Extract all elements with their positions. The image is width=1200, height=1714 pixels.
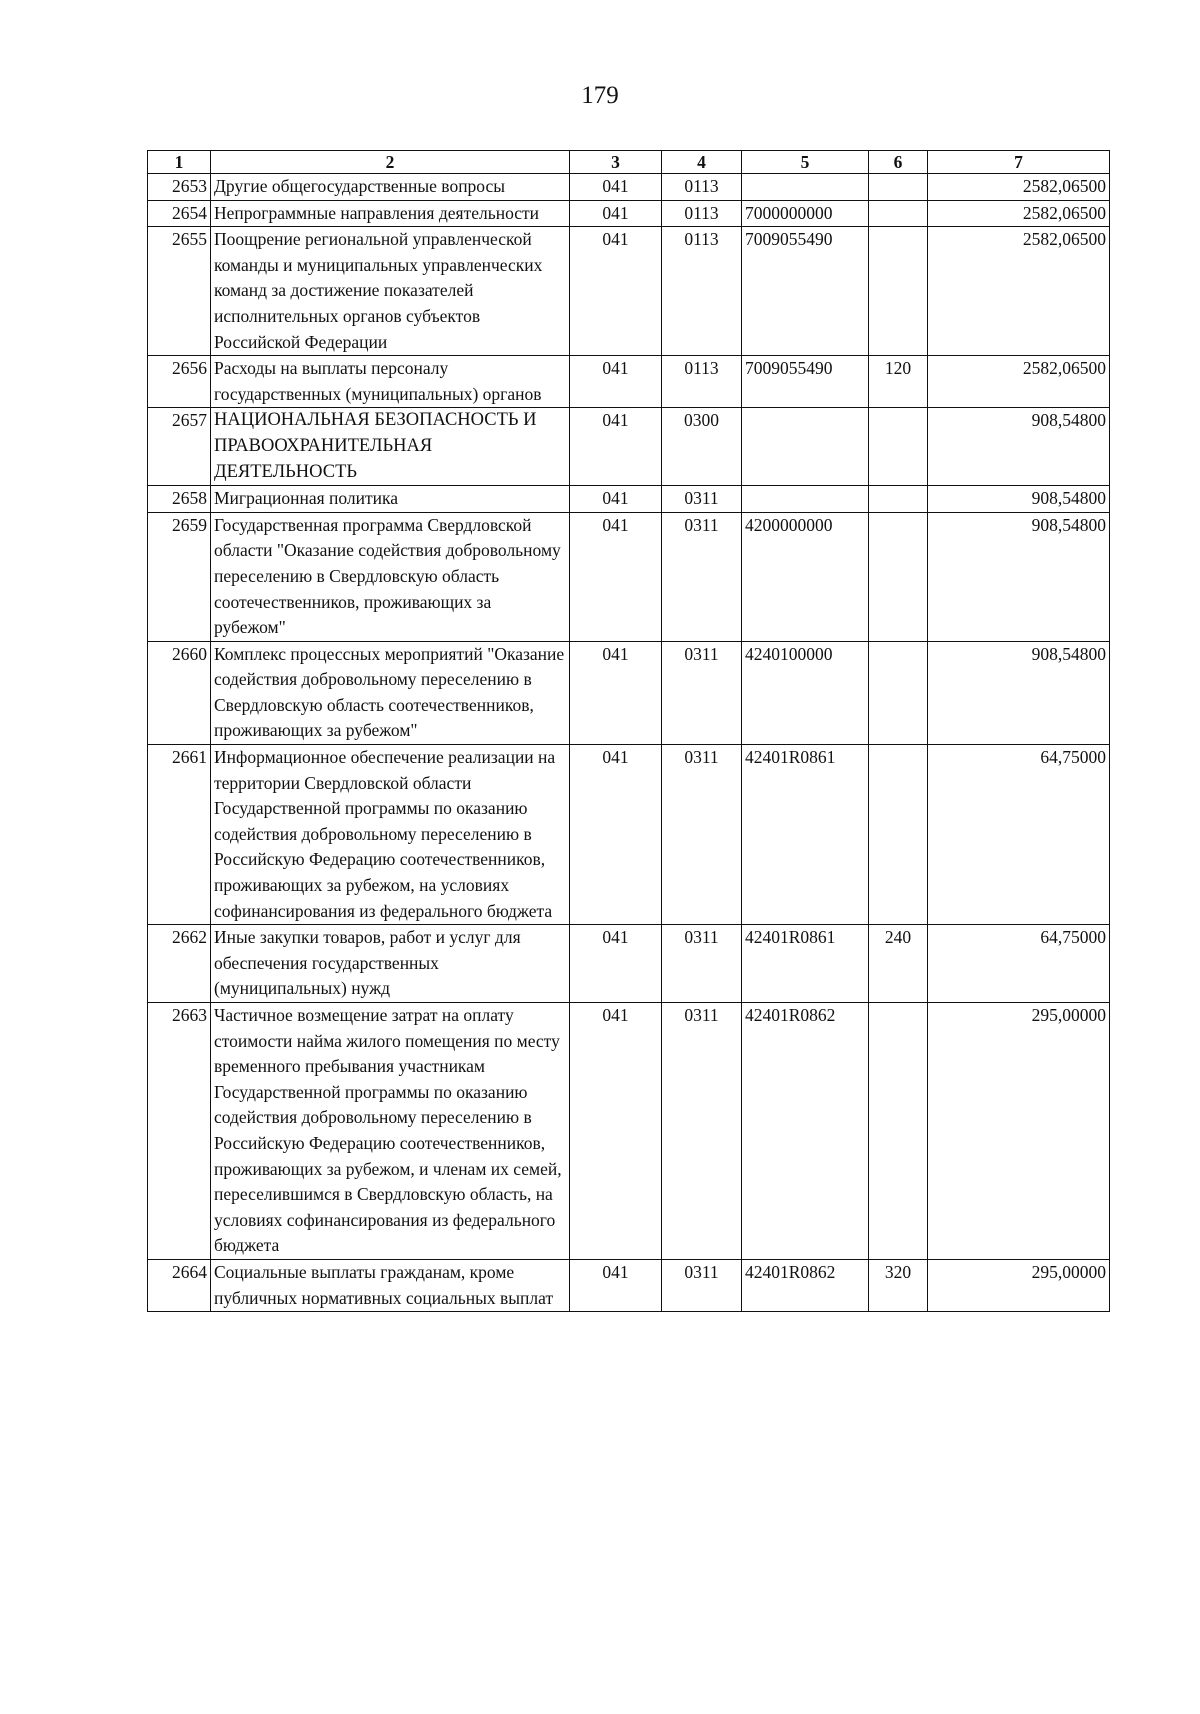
section-code: 0113 (662, 227, 742, 356)
column-header-5: 5 (742, 151, 869, 174)
ministry-code: 041 (570, 1259, 662, 1311)
section-code: 0311 (662, 641, 742, 744)
row-number: 2656 (148, 356, 211, 408)
section-code: 0113 (662, 356, 742, 408)
ministry-code: 041 (570, 745, 662, 925)
row-number: 2664 (148, 1259, 211, 1311)
expense-type-code (869, 745, 928, 925)
expense-type-code (869, 641, 928, 744)
expense-type-code (869, 512, 928, 641)
amount: 64,75000 (928, 925, 1110, 1003)
expense-type-code (869, 200, 928, 227)
row-name: Расходы на выплаты персоналу государственных (муниципальных) органов (211, 356, 570, 408)
expense-type-code: 240 (869, 925, 928, 1003)
row-name: Поощрение региональной управленческой команды и муниципальных управленческих команд за достижение показателей исполнительных органов субъектов Российской Федерации (211, 227, 570, 356)
column-header-3: 3 (570, 151, 662, 174)
row-number: 2662 (148, 925, 211, 1003)
column-header-4: 4 (662, 151, 742, 174)
expense-type-code (869, 174, 928, 201)
amount: 908,54800 (928, 408, 1110, 486)
ministry-code: 041 (570, 200, 662, 227)
section-code: 0311 (662, 1259, 742, 1311)
row-number: 2655 (148, 227, 211, 356)
table-row (148, 1003, 1110, 1260)
amount: 908,54800 (928, 486, 1110, 513)
table-row (148, 745, 1110, 925)
row-number: 2654 (148, 200, 211, 227)
section-code: 0311 (662, 745, 742, 925)
row-number: 2660 (148, 641, 211, 744)
table-row (148, 512, 1110, 641)
page-number: 179 (581, 82, 619, 109)
ministry-code: 041 (570, 408, 662, 486)
target-code: 42401R0862 (742, 1259, 869, 1311)
amount: 64,75000 (928, 745, 1110, 925)
column-header-6: 6 (869, 151, 928, 174)
section-code: 0311 (662, 486, 742, 513)
amount: 2582,06500 (928, 227, 1110, 356)
row-name: Социальные выплаты гражданам, кроме публичных нормативных социальных выплат (211, 1259, 570, 1311)
row-name: Государственная программа Свердловской области "Оказание содействия добровольному переселению в Свердловскую область соотечественников, проживающих за рубежом" (211, 512, 570, 641)
row-name: Частичное возмещение затрат на оплату стоимости найма жилого помещения по месту временного пребывания участникам Государственной программы по оказанию содействия добровольному переселению в Российскую Федерацию соотечественников, проживающих за рубежом, и членам их семей, переселившимся в Свердловскую область, на условиях софинансирования из федерального бюджета (211, 1003, 570, 1260)
table-row (148, 925, 1110, 1003)
table-row (148, 1259, 1110, 1311)
column-header-7: 7 (928, 151, 1110, 174)
expense-type-code: 320 (869, 1259, 928, 1311)
target-code (742, 486, 869, 513)
expense-type-code (869, 1003, 928, 1260)
expense-type-code: 120 (869, 356, 928, 408)
section-code: 0311 (662, 512, 742, 641)
ministry-code: 041 (570, 174, 662, 201)
row-number: 2661 (148, 745, 211, 925)
row-name: Миграционная политика (211, 486, 570, 513)
ministry-code: 041 (570, 641, 662, 744)
row-number: 2653 (148, 174, 211, 201)
row-number: 2663 (148, 1003, 211, 1260)
amount: 908,54800 (928, 641, 1110, 744)
column-header-1: 1 (148, 151, 211, 174)
row-name: Информационное обеспечение реализации на территории Свердловской области Государственной программы по оказанию содействия добровольному переселению в Российскую Федерацию соотечественников, проживающих за рубежом, на условиях софинансирования из федерального бюджета (211, 745, 570, 925)
ministry-code: 041 (570, 356, 662, 408)
target-code: 4240100000 (742, 641, 869, 744)
table-row (148, 486, 1110, 513)
section-code: 0311 (662, 925, 742, 1003)
target-code: 42401R0861 (742, 745, 869, 925)
amount: 2582,06500 (928, 174, 1110, 201)
target-code (742, 174, 869, 201)
section-code: 0311 (662, 1003, 742, 1260)
target-code (742, 408, 869, 486)
ministry-code: 041 (570, 925, 662, 1003)
budget-table (147, 150, 1110, 1312)
target-code: 7000000000 (742, 200, 869, 227)
section-code: 0113 (662, 174, 742, 201)
table-row (148, 408, 1110, 486)
row-name: Комплекс процессных мероприятий "Оказание содействия добровольному переселению в Свердловскую область соотечественников, проживающих за рубежом" (211, 641, 570, 744)
table-row (148, 356, 1110, 408)
amount: 908,54800 (928, 512, 1110, 641)
table-row (148, 200, 1110, 227)
target-code: 7009055490 (742, 356, 869, 408)
row-name: Непрограммные направления деятельности (211, 200, 570, 227)
ministry-code: 041 (570, 1003, 662, 1260)
amount: 295,00000 (928, 1003, 1110, 1260)
amount: 2582,06500 (928, 200, 1110, 227)
target-code: 42401R0862 (742, 1003, 869, 1260)
row-name: Другие общегосударственные вопросы (211, 174, 570, 201)
section-code: 0300 (662, 408, 742, 486)
column-header-2: 2 (211, 151, 570, 174)
table-row (148, 641, 1110, 744)
expense-type-code (869, 408, 928, 486)
row-number: 2658 (148, 486, 211, 513)
table-row (148, 227, 1110, 356)
row-name: Иные закупки товаров, работ и услуг для обеспечения государственных (муниципальных) нужд (211, 925, 570, 1003)
amount: 2582,06500 (928, 356, 1110, 408)
target-code: 7009055490 (742, 227, 869, 356)
amount: 295,00000 (928, 1259, 1110, 1311)
expense-type-code (869, 227, 928, 356)
ministry-code: 041 (570, 512, 662, 641)
target-code: 42401R0861 (742, 925, 869, 1003)
target-code: 4200000000 (742, 512, 869, 641)
row-name: НАЦИОНАЛЬНАЯ БЕЗОПАСНОСТЬ И ПРАВООХРАНИТЕЛЬНАЯ ДЕЯТЕЛЬНОСТЬ (211, 408, 570, 486)
ministry-code: 041 (570, 486, 662, 513)
table-row (148, 174, 1110, 201)
row-number: 2657 (148, 408, 211, 486)
row-number: 2659 (148, 512, 211, 641)
ministry-code: 041 (570, 227, 662, 356)
table-header-row (148, 151, 1110, 174)
expense-type-code (869, 486, 928, 513)
section-code: 0113 (662, 200, 742, 227)
